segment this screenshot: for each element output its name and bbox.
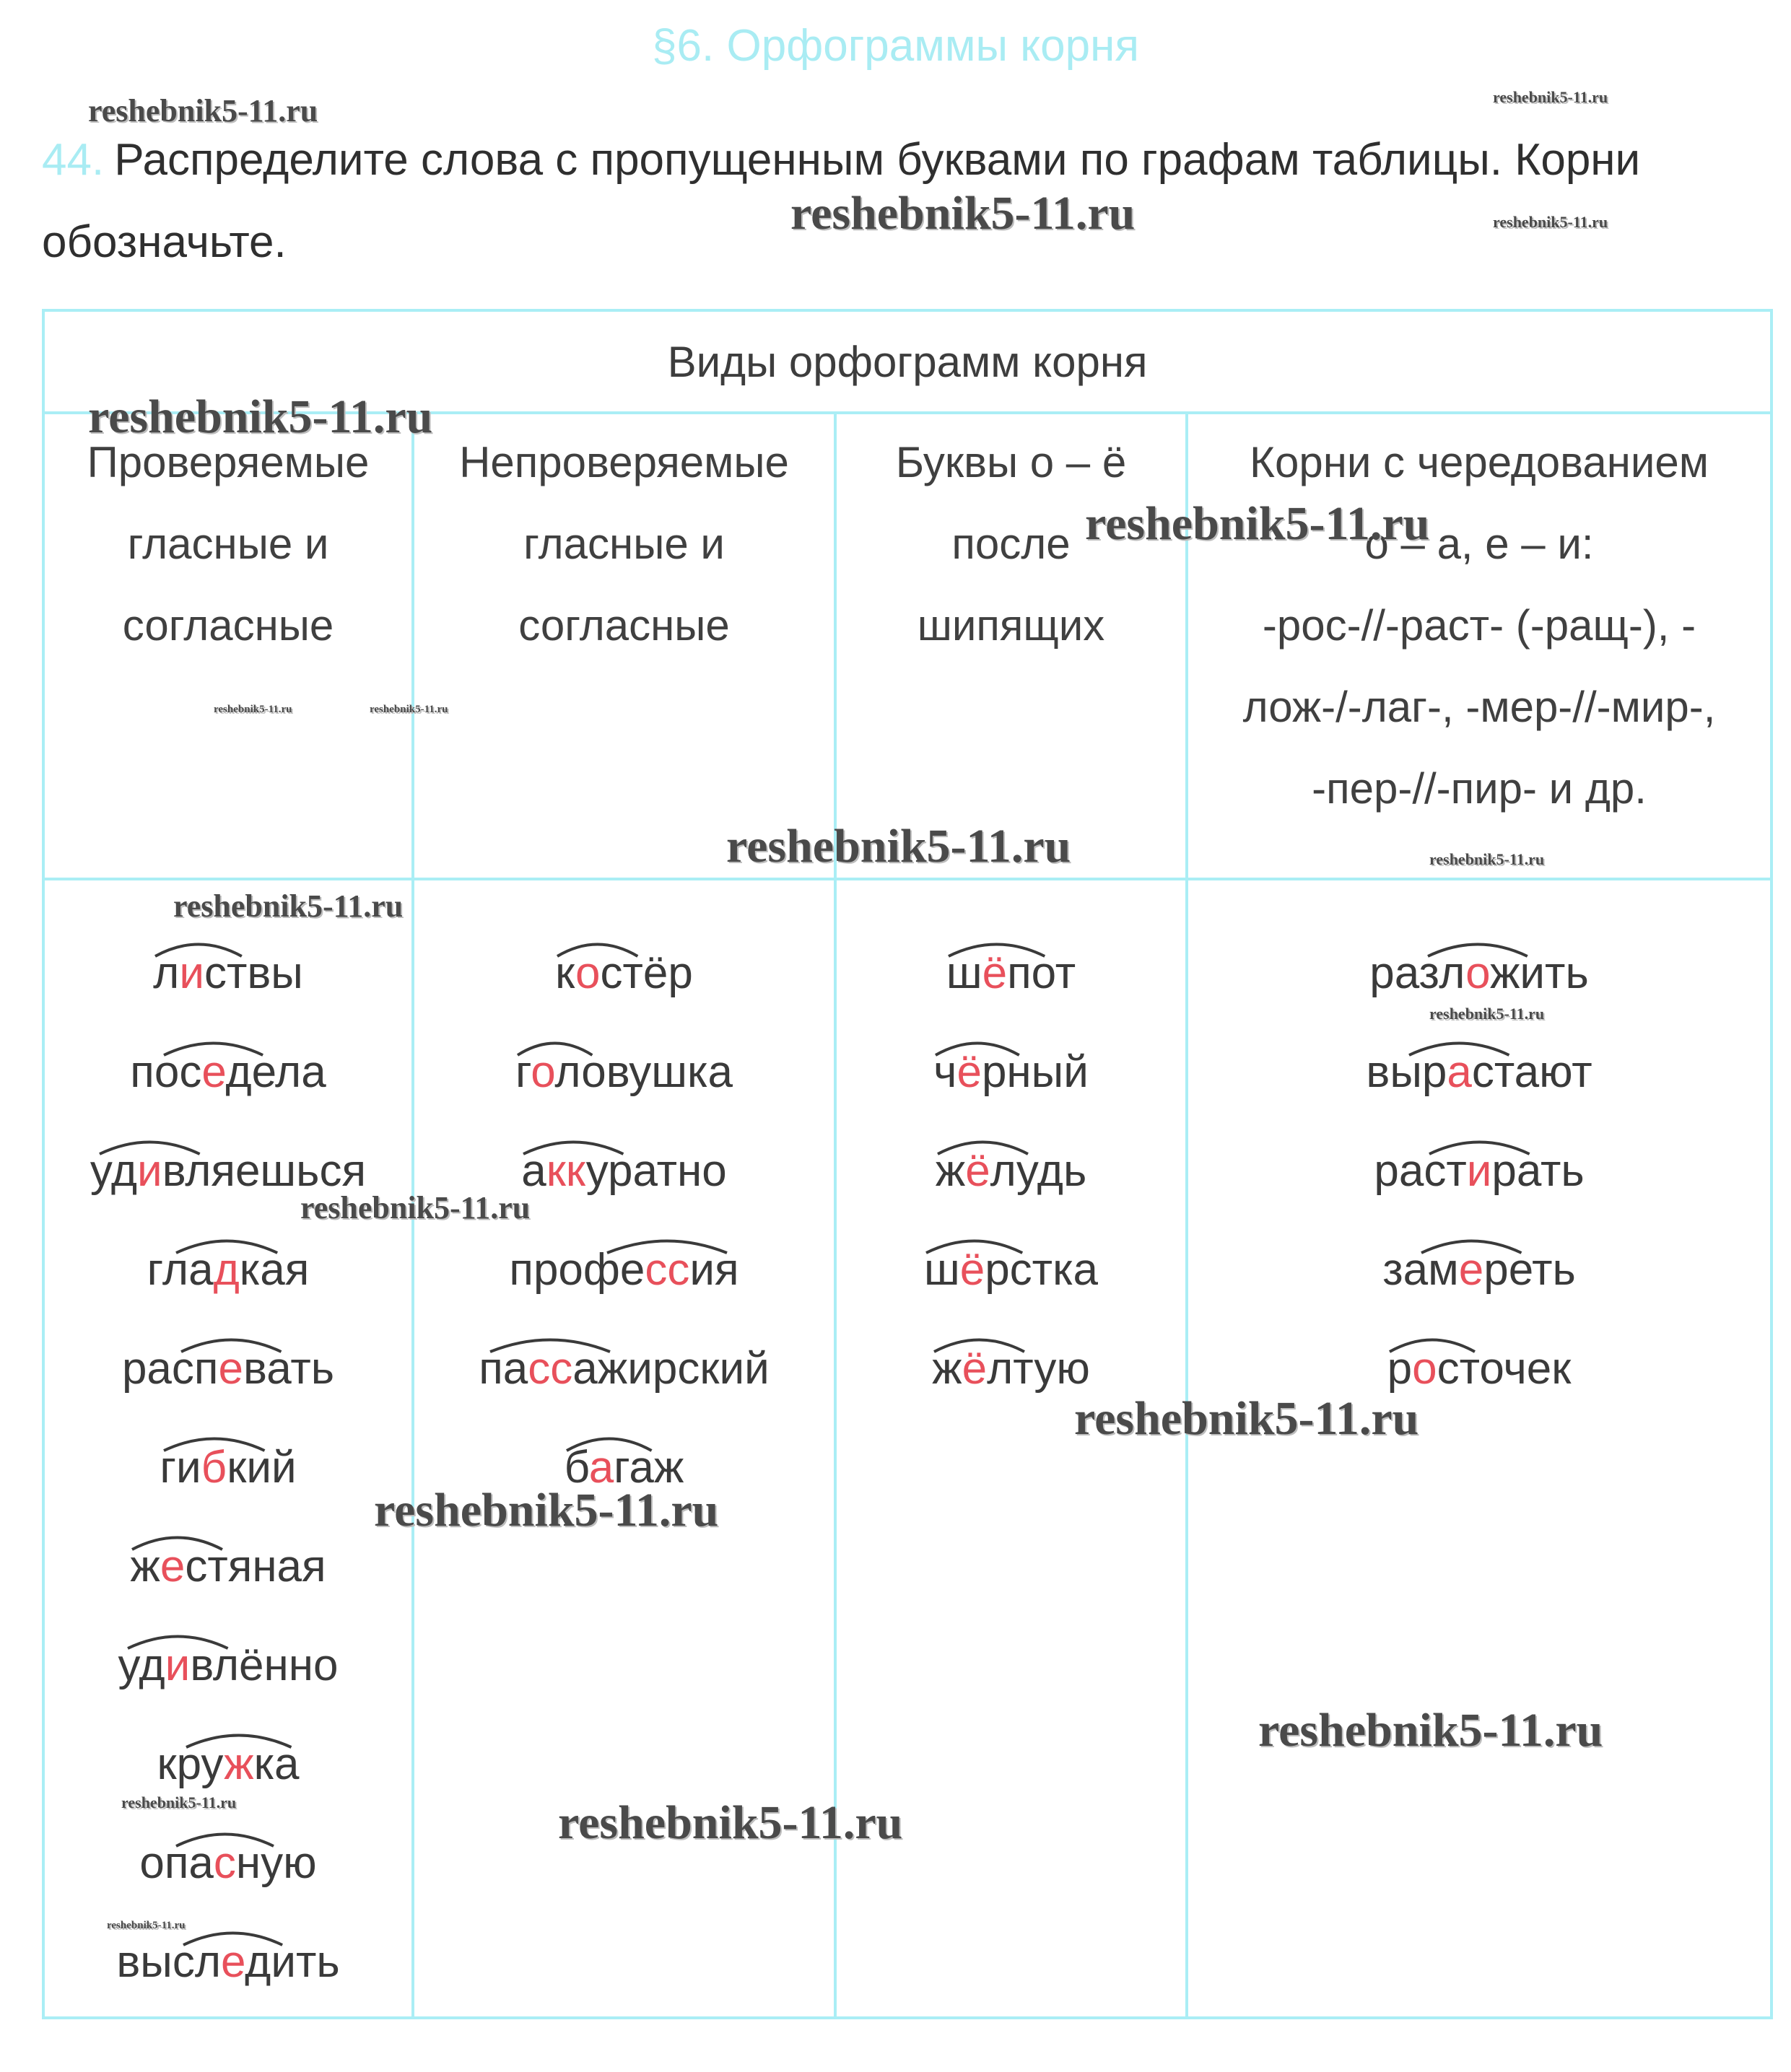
watermark: reshebnik5-11.ru	[173, 888, 404, 924]
word-part: ствы	[204, 948, 303, 998]
word-item	[45, 1319, 411, 1418]
watermark: reshebnik5-11.ru	[121, 1793, 237, 1811]
word-part: ную	[235, 1838, 317, 1888]
word-part: ловушка	[554, 1047, 733, 1097]
header-line: шипящих	[917, 601, 1105, 650]
word-part: разл	[1369, 948, 1466, 998]
word-text	[521, 1146, 726, 1196]
watermark: reshebnik5-11.ru	[558, 1796, 903, 1849]
orthogram-letter: и	[137, 1146, 162, 1196]
word-item	[414, 924, 834, 1023]
word-text	[157, 1739, 299, 1789]
word-text	[116, 1937, 339, 1987]
word-text	[1382, 1245, 1576, 1295]
word-part: раст	[1374, 1146, 1467, 1196]
word-part: дить	[245, 1937, 340, 1987]
word-part: зам	[1382, 1245, 1459, 1295]
word-part: гла	[147, 1245, 214, 1295]
word-item	[1188, 1122, 1770, 1220]
orthogram-letter: ё	[959, 1245, 985, 1295]
word-part: влённо	[190, 1640, 339, 1690]
word-part: жить	[1489, 948, 1589, 998]
orthogram-letter: ё	[965, 1146, 990, 1196]
word-part: профе	[509, 1245, 645, 1295]
orthogram-letter: и	[165, 1640, 191, 1690]
orthogram-letter: е	[221, 1937, 245, 1987]
orthogram-letter: а	[588, 1443, 614, 1492]
watermark: reshebnik5-11.ru	[1085, 497, 1430, 550]
header-line: Корни с чередованием	[1250, 438, 1709, 486]
word-part: кая	[239, 1245, 310, 1295]
watermark: reshebnik5-11.ru	[1493, 88, 1608, 106]
word-part: лудь	[990, 1146, 1087, 1196]
word-part: гаж	[614, 1443, 684, 1492]
word-item	[837, 1023, 1185, 1122]
header-line: -рос-//-раст- (-ращ-), -	[1262, 601, 1696, 650]
header-o-yo	[835, 413, 1187, 879]
word-text	[139, 1838, 316, 1888]
watermark: reshebnik5-11.ru	[1258, 1704, 1603, 1757]
orthogram-letter: о	[531, 1047, 555, 1097]
watermark: reshebnik5-11.ru	[88, 93, 318, 128]
orthogram-letter: е	[218, 1344, 243, 1394]
header-line: Непроверяемые	[459, 438, 789, 486]
orthogram-letter: ё	[956, 1047, 982, 1097]
header-row	[43, 413, 1772, 879]
word-item	[1188, 1023, 1770, 1122]
word-part: ч	[933, 1047, 957, 1097]
word-text	[936, 1146, 1087, 1196]
word-text	[153, 948, 303, 998]
orthogram-letter: кк	[546, 1146, 586, 1196]
word-part: пот	[1007, 948, 1076, 998]
word-part: а	[521, 1146, 546, 1196]
word-part: ш	[946, 948, 982, 998]
word-item	[45, 1220, 411, 1319]
watermark: reshebnik5-11.ru	[300, 1190, 531, 1225]
word-part: лтую	[987, 1344, 1090, 1394]
word-part: уратно	[585, 1146, 727, 1196]
watermark: reshebnik5-11.ru	[374, 1484, 719, 1536]
orthogram-letter: с	[213, 1838, 236, 1888]
watermark: reshebnik5-11.ru	[726, 820, 1071, 873]
header-line: согласные	[518, 601, 730, 650]
word-text	[130, 1047, 326, 1097]
word-part: выр	[1366, 1047, 1447, 1097]
word-part: расп	[121, 1344, 219, 1394]
word-item	[837, 924, 1185, 1023]
word-part: б	[564, 1443, 589, 1492]
word-part: л	[153, 948, 180, 998]
header-checked	[43, 413, 413, 879]
word-text	[946, 948, 1076, 998]
header-line: о – а, е – и:	[1364, 520, 1594, 568]
word-part: ажирский	[572, 1344, 770, 1394]
word-part: стяная	[185, 1542, 326, 1591]
word-item	[45, 924, 411, 1023]
word-text	[933, 1047, 1089, 1097]
header-line: Буквы о – ё	[895, 438, 1127, 486]
orthogram-letter: ё	[962, 1344, 988, 1394]
words-column-alternation	[1187, 879, 1772, 2018]
orthogram-letter: д	[213, 1245, 240, 1295]
word-item	[414, 1319, 834, 1418]
word-part: р	[1387, 1344, 1413, 1394]
watermark: reshebnik5-11.ru	[1429, 1005, 1545, 1023]
header-line: -пер-//-пир- и др.	[1312, 764, 1647, 813]
word-text	[130, 1542, 326, 1591]
word-text	[924, 1245, 1098, 1295]
word-text	[1366, 1047, 1592, 1097]
word-item	[45, 1418, 411, 1517]
word-part: дела	[225, 1047, 326, 1097]
word-text	[1374, 1146, 1584, 1196]
watermark: reshebnik5-11.ru	[1429, 850, 1545, 868]
word-part: уд	[90, 1146, 138, 1196]
word-part: ия	[689, 1245, 739, 1295]
orthogram-letter: о	[1412, 1344, 1437, 1394]
word-part: кру	[157, 1739, 225, 1789]
word-part: па	[479, 1344, 528, 1394]
word-text	[509, 1245, 738, 1295]
orthogram-letter: о	[1465, 948, 1490, 998]
word-part: вляешься	[162, 1146, 367, 1196]
orthogram-letter: и	[1466, 1146, 1492, 1196]
word-item	[45, 1913, 411, 2011]
word-item	[45, 1023, 411, 1122]
watermark: reshebnik5-11.ru	[790, 187, 1136, 240]
word-item	[45, 1814, 411, 1913]
orthogram-letter: е	[1458, 1245, 1484, 1295]
header-unchecked	[413, 413, 835, 879]
word-text	[90, 1146, 366, 1196]
header-alternation	[1187, 413, 1772, 879]
header-line: после	[951, 520, 1071, 568]
watermark: reshebnik5-11.ru	[370, 704, 448, 715]
header-line: согласные	[122, 601, 334, 650]
word-text	[160, 1443, 296, 1492]
watermark: reshebnik5-11.ru	[214, 704, 292, 715]
header-line: лож-/-лаг-, -мер-//-мир-,	[1242, 683, 1716, 731]
word-part: ж	[932, 1344, 962, 1394]
word-text	[118, 1640, 339, 1690]
word-part: г	[515, 1047, 531, 1097]
word-part: стают	[1471, 1047, 1592, 1097]
word-item	[45, 1616, 411, 1715]
word-text	[1387, 1344, 1572, 1394]
orthogram-letter: ё	[982, 948, 1008, 998]
orthogram-letter: б	[201, 1443, 227, 1492]
words-column-checked	[43, 879, 413, 2018]
word-part: ш	[923, 1245, 960, 1295]
watermark: reshebnik5-11.ru	[1493, 213, 1608, 231]
orthogram-letter: а	[1447, 1047, 1472, 1097]
watermark: reshebnik5-11.ru	[88, 390, 433, 443]
table-title: Виды орфограмм корня	[43, 310, 1772, 413]
word-text	[932, 1344, 1090, 1394]
orthogram-letter: и	[179, 948, 204, 998]
word-part: реть	[1483, 1245, 1576, 1295]
word-part: рать	[1491, 1146, 1585, 1196]
word-part: высл	[116, 1937, 222, 1987]
word-part: к	[555, 948, 575, 998]
word-part: ж	[935, 1146, 966, 1196]
word-part: стёр	[600, 948, 693, 998]
word-text	[147, 1245, 310, 1295]
orthogram-letter: сс	[528, 1344, 573, 1394]
section-title: §6. Орфограммы корня	[652, 21, 1139, 71]
word-text	[122, 1344, 334, 1394]
word-text	[515, 1047, 733, 1097]
header-line: гласные и	[127, 520, 329, 568]
watermark: reshebnik5-11.ru	[107, 1920, 186, 1931]
orthogram-letter: сс	[645, 1245, 690, 1295]
word-part: ги	[160, 1443, 201, 1492]
watermark: reshebnik5-11.ru	[1074, 1392, 1419, 1445]
word-part: вать	[243, 1344, 335, 1394]
word-item	[414, 1023, 834, 1122]
orthogram-letter: о	[575, 948, 601, 998]
orthogram-letter: е	[160, 1542, 186, 1591]
word-part: сточек	[1437, 1344, 1572, 1394]
word-part: ж	[130, 1542, 160, 1591]
word-part: ка	[253, 1739, 300, 1789]
word-part: уд	[118, 1640, 165, 1690]
word-part: рстка	[985, 1245, 1099, 1295]
word-item	[414, 1220, 834, 1319]
orthogram-letter: ж	[224, 1739, 254, 1789]
orthogram-letter: е	[201, 1047, 226, 1097]
task-text: Распределите слова с пропущенным буквами по графам таблицы. Корни обозначьте.	[42, 135, 1641, 267]
word-item	[1188, 1220, 1770, 1319]
task-number: 44.	[42, 135, 105, 185]
words-row	[43, 879, 1772, 2018]
header-line: Проверяемые	[87, 438, 370, 486]
word-text	[555, 948, 693, 998]
orthogram-table	[42, 309, 1773, 2019]
word-text	[1369, 948, 1588, 998]
word-part: опа	[139, 1838, 214, 1888]
word-item	[837, 1220, 1185, 1319]
word-text	[479, 1344, 770, 1394]
word-part: рный	[981, 1047, 1089, 1097]
header-line: гласные и	[523, 520, 725, 568]
word-part: пос	[130, 1047, 202, 1097]
word-item	[837, 1122, 1185, 1220]
word-part: кий	[227, 1443, 297, 1492]
word-item	[45, 1517, 411, 1616]
